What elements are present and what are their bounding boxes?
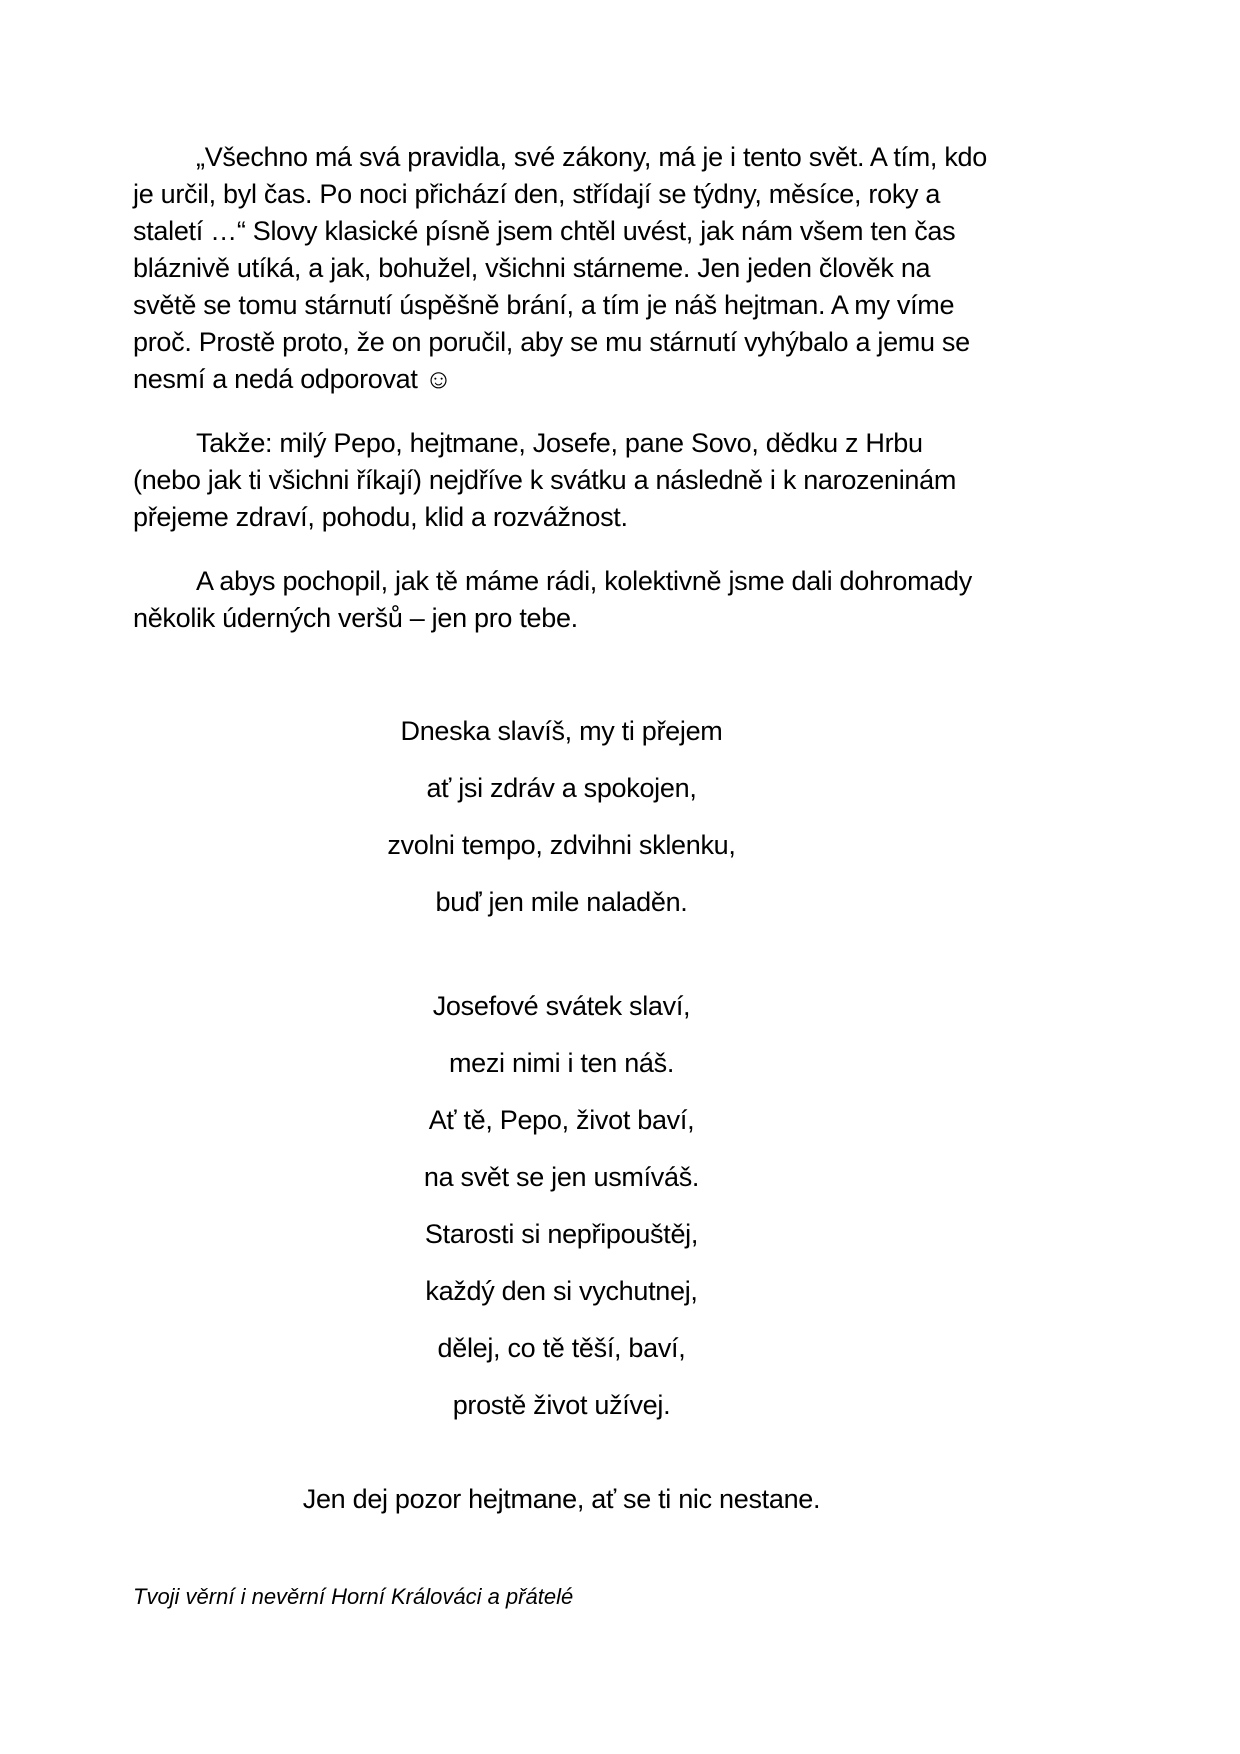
- poem-stanza-1: [133, 703, 990, 931]
- signature-line: Tvoji věrní i nevěrní Horní Králováci a přátelé: [133, 1584, 574, 1609]
- poem-line: Dneska slavíš, my ti přejem: [400, 716, 723, 746]
- poem-line: na svět se jen usmíváš.: [423, 1162, 700, 1192]
- poem-line: Josefové svátek slaví,: [432, 991, 691, 1021]
- letter-body: [133, 0, 990, 1612]
- poem: [133, 703, 990, 1434]
- closing-line: Jen dej pozor hejtmane, ať se ti nic nestane.: [302, 1484, 821, 1514]
- poem-intro-paragraph: A abys pochopil, jak tě máme rádi, kolektivně jsme dali dohromady několik úderných veršů – jen pro tebe.: [133, 566, 972, 633]
- poem-line: mezi nimi i ten náš.: [448, 1048, 675, 1078]
- wishes-paragraph: Takže: milý Pepo, hejtmane, Josefe, pane Sovo, dědku z Hrbu (nebo jak ti všichni říkají) nejdříve k svátku a následně i k narozeninám přejeme zdraví, pohodu, klid a rozvážnost.: [133, 428, 957, 532]
- poem-line: Ať tě, Pepo, život baví,: [428, 1105, 695, 1135]
- poem-line: zvolni tempo, zdvihni sklenku,: [387, 830, 736, 860]
- poem-stanza-2: [133, 978, 990, 1434]
- poem-line: ať jsi zdráv a spokojen,: [426, 773, 697, 803]
- poem-line: buď jen mile naladěn.: [435, 887, 688, 917]
- intro-paragraph: „Všechno má svá pravidla, své zákony, má je i tento svět. A tím, kdo je určil, byl čas. Po noci přichází den, střídají se týdny, měsíce, roky a staletí …“ Slovy klasické písně jsem chtěl uvést, jak nám všem ten čas bláznivě utíká, a jak, bohužel, všichni stárneme. Jen jeden člověk na světě se tomu stárnutí úspěšně brání, a tím je náš hejtman. A my víme proč. Prostě proto, že on poručil, aby se mu stárnutí vyhýbalo a jemu se nesmí a nedá odporovat ☺: [133, 142, 987, 394]
- poem-line: prostě život užívej.: [452, 1390, 671, 1420]
- poem-line: dělej, co tě těší, baví,: [437, 1333, 686, 1363]
- poem-line: Starosti si nepřipouštěj,: [424, 1219, 699, 1249]
- poem-line: každý den si vychutnej,: [425, 1276, 698, 1306]
